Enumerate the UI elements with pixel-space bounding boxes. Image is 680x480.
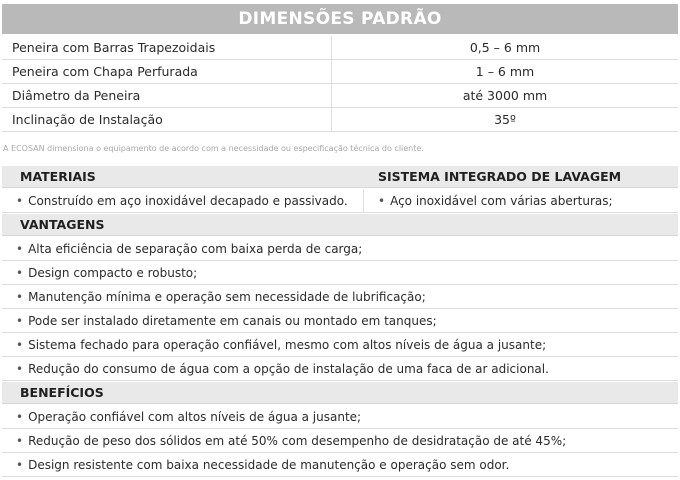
- materials-title: MATERIAIS: [20, 169, 96, 184]
- dimension-row: [2, 60, 678, 84]
- dimension-row: [2, 108, 678, 132]
- bullet-icon: •: [16, 289, 24, 304]
- benefits-header: [2, 382, 678, 404]
- advantage-text: Sistema fechado para operação confiável, mesmo com altos níveis de água a jusante;: [28, 337, 547, 352]
- materials-cell: [2, 189, 364, 212]
- bullet-icon: •: [16, 457, 24, 472]
- list-item: [2, 357, 678, 381]
- dimension-row: [2, 84, 678, 108]
- dimension-label: Peneira com Chapa Perfurada: [2, 60, 332, 83]
- dimension-value: 0,5 – 6 mm: [469, 40, 541, 55]
- washing-system-text: Aço inoxidável com várias aberturas;: [390, 193, 613, 208]
- list-item: [2, 333, 678, 357]
- materials-row: [2, 189, 678, 213]
- dimension-value: 1 – 6 mm: [475, 64, 535, 79]
- list-item: [2, 429, 678, 453]
- bullet-icon: •: [16, 337, 24, 352]
- bullet-icon: •: [16, 265, 24, 280]
- dimension-label: Diâmetro da Peneira: [2, 84, 332, 107]
- advantage-text: Pode ser instalado diretamente em canais ou montado em tanques;: [28, 313, 437, 328]
- benefit-text: Operação confiável com altos níveis de água a jusante;: [28, 409, 362, 424]
- advantage-text: Manutenção mínima e operação sem necessidade de lubrificação;: [28, 289, 426, 304]
- bullet-icon: •: [16, 313, 24, 328]
- list-item: [2, 309, 678, 333]
- materials-header: [2, 166, 678, 188]
- advantage-text: Design compacto e robusto;: [28, 265, 198, 280]
- bullet-icon: •: [16, 361, 24, 376]
- dimension-value: 35º: [494, 112, 516, 127]
- dimensions-header: [2, 4, 678, 34]
- benefit-text: Design resistente com baixa necessidade de manutenção e operação sem odor.: [28, 457, 510, 472]
- advantages-header: [2, 214, 678, 236]
- dimension-row: [2, 36, 678, 60]
- dimensions-title: DIMENSÕES PADRÃO: [238, 9, 442, 29]
- list-item: [2, 405, 678, 429]
- benefit-text: Redução de peso dos sólidos em até 50% com desempenho de desidratação de até 45%;: [28, 433, 567, 448]
- footnote: A ECOSAN dimensiona o equipamento de acordo com a necessidade ou especificação técnica do cliente.: [3, 144, 424, 153]
- dimension-value: até 3000 mm: [462, 88, 548, 103]
- bullet-icon: •: [16, 433, 24, 448]
- dimension-label: Peneira com Barras Trapezoidais: [2, 36, 332, 59]
- advantage-text: Alta eficiência de separação com baixa perda de carga;: [28, 241, 363, 256]
- bullet-icon: •: [378, 193, 386, 208]
- washing-system-cell: [364, 189, 678, 212]
- benefits-title: BENEFÍCIOS: [20, 385, 104, 400]
- washing-system-title: SISTEMA INTEGRADO DE LAVAGEM: [378, 169, 622, 184]
- list-item: [2, 453, 678, 477]
- advantage-text: Redução do consumo de água com a opção de instalação de uma faca de ar adicional.: [28, 361, 549, 376]
- bullet-icon: •: [16, 409, 24, 424]
- bullet-icon: •: [16, 193, 24, 208]
- list-item: [2, 285, 678, 309]
- advantages-title: VANTAGENS: [20, 217, 105, 232]
- list-item: [2, 261, 678, 285]
- materials-text: Construído em aço inoxidável decapado e passivado.: [28, 193, 348, 208]
- dimension-label: Inclinação de Instalação: [2, 108, 332, 131]
- bullet-icon: •: [16, 241, 24, 256]
- dimensions-table: [2, 36, 678, 132]
- list-item: [2, 237, 678, 261]
